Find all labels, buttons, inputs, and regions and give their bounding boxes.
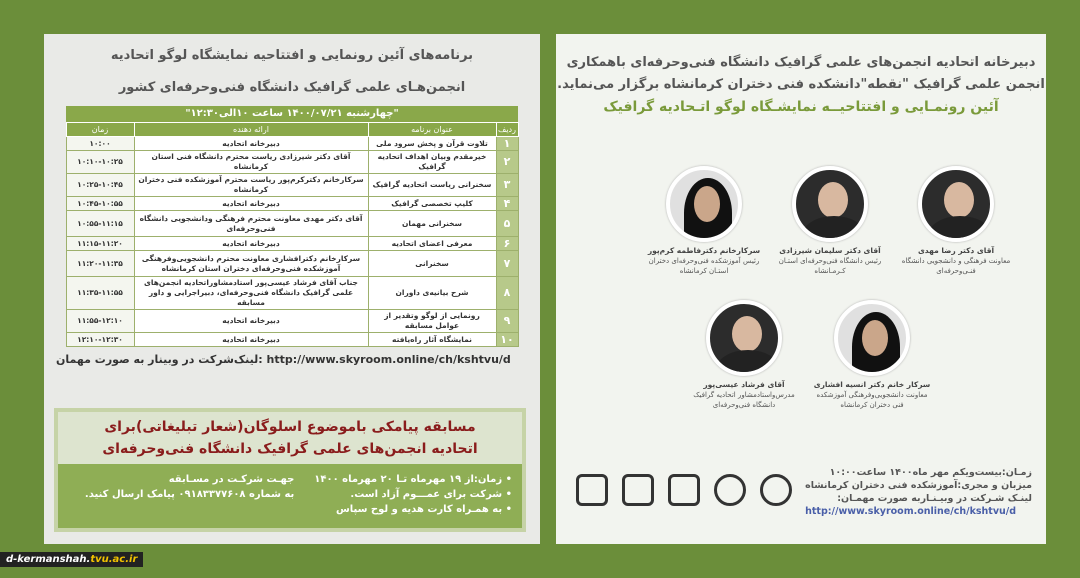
row-presenter: دبیرخانه اتحادیه bbox=[134, 237, 368, 251]
avatar bbox=[706, 300, 782, 376]
speaker-card bbox=[684, 300, 804, 410]
row-number: ۸ bbox=[496, 277, 518, 310]
speaker-role: مدرس‌واستادمشاور اتحادیه گرافیک دانشگاه فنی‌وحرفه‌ای bbox=[693, 391, 795, 409]
row-time: ۱۱:۱۵-۱۱:۲۰ bbox=[66, 237, 134, 251]
header-presenter: ارائه دهنده bbox=[134, 123, 368, 137]
footer-host: میزبان و مجری:آموزشکده فنی دختران کرمانشاه bbox=[805, 480, 1032, 491]
row-title: تلاوت قرآن و پخش سرود ملی bbox=[368, 137, 496, 151]
table-row bbox=[66, 310, 518, 333]
speaker-name: سرکار خانم دکتر انسیه افشاری bbox=[813, 380, 931, 389]
table-row bbox=[66, 237, 518, 251]
contest-title bbox=[58, 412, 522, 464]
row-time: ۱۰:۵۵-۱۱:۱۵ bbox=[66, 211, 134, 237]
footer-url[interactable]: http://www.skyroom.online/ch/kshtvu/d bbox=[805, 506, 1017, 517]
logos bbox=[576, 474, 792, 506]
row-presenter: سرکارخانم دکترکرم‌پور ریاست محترم آموزشکده فنی دختران کرمانشاه bbox=[134, 174, 368, 197]
row-time: ۱۲:۱۰-۱۲:۳۰ bbox=[66, 333, 134, 347]
row-title: سخنرانی ریاست اتحادیه گرافیک bbox=[368, 174, 496, 197]
row-title: خیرمقدم وبیان اهداف اتحادیه گرافیک bbox=[368, 151, 496, 174]
speaker-name: سرکارخانم دکترفاطمه کرم‌پور bbox=[647, 246, 761, 255]
program-table bbox=[66, 122, 519, 347]
table-row bbox=[66, 151, 518, 174]
table-row bbox=[66, 251, 518, 277]
header-row-num: ردیف bbox=[496, 123, 518, 137]
avatar bbox=[834, 300, 910, 376]
row-presenter: دبیرخانه اتحادیه bbox=[134, 197, 368, 211]
contest-prize: • به همـراه کارت هدیه و لوح سپاس bbox=[335, 504, 512, 515]
speaker-role: رئیس دانشگاه فنی‌وحرفه‌ای استـان کـرمـانشاه bbox=[778, 257, 882, 275]
table-row bbox=[66, 211, 518, 237]
ceremony-footer bbox=[805, 466, 1032, 518]
contest-open: • شرکت برای عمـــوم آزاد است. bbox=[350, 489, 512, 500]
site-caption bbox=[0, 552, 143, 567]
program-title-1: برنامه‌های آئین رونمایی و افتتاحیه نمایشگاه لوگو اتحادیه bbox=[110, 48, 474, 63]
guild-logo-icon bbox=[576, 474, 608, 506]
contest-date: • زمان:از ۱۹ مهرماه تـا ۲۰ مهرماه ۱۴۰۰ bbox=[314, 474, 512, 485]
row-presenter: آقای دکتر مهدی معاونت محترم فرهنگی ودانشجویی دانشگاه فنی‌وحرفه‌ای bbox=[134, 211, 368, 237]
row-time: ۱۰:۰۰ bbox=[66, 137, 134, 151]
caption-prefix: d-kermanshah. bbox=[6, 554, 91, 565]
speaker-role: رئیس آموزشکده فنی‌وحرفه‌ای دختران استـان کرمانشاه bbox=[648, 257, 760, 275]
row-presenter: دبیرخانه اتحادیه bbox=[134, 137, 368, 151]
table-row bbox=[66, 174, 518, 197]
caption-domain: tvu.ac.ir bbox=[90, 554, 138, 565]
table-row bbox=[66, 137, 518, 151]
row-number: ۳ bbox=[496, 174, 518, 197]
speaker-card bbox=[812, 300, 932, 410]
ceremony-line-3: آئین رونمـایی و افتتاحیــه نمایشـگاه لوگو اتـحادیه گرافیک bbox=[603, 99, 999, 115]
row-presenter: دبیرخانه اتحادیه bbox=[134, 310, 368, 333]
header-time: زمان bbox=[66, 123, 134, 137]
row-presenter: آقای دکتر شیرزادی ریاست محترم دانشگاه فنی استان کرمانشاه bbox=[134, 151, 368, 174]
row-number: ۴ bbox=[496, 197, 518, 211]
ceremony-line-1: دبیرخانه اتحادیه انجمن‌های علمی گرافیک دانشگاه فنی‌وحرفه‌ای باهمکاری bbox=[566, 55, 1036, 70]
row-number: ۱ bbox=[496, 137, 518, 151]
header-title: عنوان برنامه bbox=[368, 123, 496, 137]
emblem-logo-icon bbox=[714, 474, 746, 506]
row-time: ۱۰:۴۵-۱۰:۵۵ bbox=[66, 197, 134, 211]
row-number: ۶ bbox=[496, 237, 518, 251]
program-title-2: انجمن‌هـای علمی گرافیک دانشگاه فنی‌وحرفه‌ای کشور bbox=[118, 80, 466, 95]
row-title: شرح بیانیه‌ی داوران bbox=[368, 277, 496, 310]
speaker-card bbox=[770, 166, 890, 276]
speaker-role: معاونت فرهنگی و دانشجویی دانشگاه فنـی‌وحرفه‌ای bbox=[901, 257, 1011, 275]
contest-title-2: اتحادیه انجمن‌های علمی گرافیک دانشگاه فنی‌وحرفه‌ای bbox=[102, 441, 478, 457]
table-row bbox=[66, 197, 518, 211]
contest-sms: به شماره ۰۹۱۸۳۳۷۷۶۰۸ پیامک ارسال کنید. bbox=[84, 489, 295, 500]
row-title: نمایشگاه آثار راه‌یافته bbox=[368, 333, 496, 347]
row-time: ۱۰:۲۵-۱۰:۴۵ bbox=[66, 174, 134, 197]
speaker-name: آقای دکتر سلیمان شیرزادی bbox=[779, 246, 881, 255]
row-time: ۱۱:۳۵-۱۱:۵۵ bbox=[66, 277, 134, 310]
contest-join: جهـت شرکـت در مسـابقه bbox=[168, 474, 295, 485]
row-title: کلیپ تخصصی گرافیک bbox=[368, 197, 496, 211]
graphics-logo-icon bbox=[622, 474, 654, 506]
row-presenter: سرکارخانم دکترافشاری معاونت محترم دانشجویی‌وفرهنگی آموزشکده فنی‌وحرفه‌ای دختران استان کرمانشاه bbox=[134, 251, 368, 277]
webinar-link[interactable]: لینک‌شرکت در وبینار به صورت مهمان: http://www.skyroom.online/ch/kshtvu/d bbox=[56, 353, 511, 366]
row-time: ۱۱:۲۰-۱۱:۳۵ bbox=[66, 251, 134, 277]
row-time: ۱۱:۵۵-۱۲:۱۰ bbox=[66, 310, 134, 333]
tvu-logo-icon bbox=[668, 474, 700, 506]
row-presenter: جناب آقای فرشاد عیسی‌پور استادمشاوراتحادیه انجمن‌های علمی گرافیک دانشگاه فنی‌وحرفه‌ای، دبیراجرایی و داور مسابقه bbox=[134, 277, 368, 310]
row-number: ۵ bbox=[496, 211, 518, 237]
speaker-card bbox=[644, 166, 764, 276]
table-row bbox=[66, 277, 518, 310]
ceremony-line-2: انجمن علمی گرافیک "نقطه"دانشکده فنی دختران کرمانشاه برگزار می‌نماید. bbox=[557, 77, 1045, 92]
footer-link-label: لینـک شـرکت در وبیـنـاربه صورت مهمـان: bbox=[837, 493, 1032, 504]
speaker-name: آقای فرشاد عیسی‌پور bbox=[703, 380, 785, 389]
row-number: ۲ bbox=[496, 151, 518, 174]
contest-box bbox=[54, 408, 526, 532]
row-number: ۹ bbox=[496, 310, 518, 333]
date-bar: "چهارشنبه ۱۴۰۰/۰۷/۲۱ ساعت ۱۰الی۱۲:۳۰" bbox=[66, 106, 518, 122]
speaker-role: معاونت دانشجویی‌وفرهنگی آموزشکده فنی دختران کرمانشاه bbox=[816, 391, 928, 409]
avatar bbox=[792, 166, 868, 242]
row-number: ۷ bbox=[496, 251, 518, 277]
program-panel bbox=[44, 34, 540, 544]
table-row bbox=[66, 333, 518, 347]
avatar bbox=[666, 166, 742, 242]
contest-title-1: مسابقه پیامکی باموضوع اسلوگان(شعار تبلیغاتی)برای bbox=[104, 419, 476, 435]
ceremony-header bbox=[556, 52, 1046, 118]
row-time: ۱۰:۱۰-۱۰:۲۵ bbox=[66, 151, 134, 174]
footer-time: زمـان:بیست‌ویکم مهر ماه۱۴۰۰ ساعت۱۰:۰۰ bbox=[829, 467, 1032, 478]
row-title: رونمایی از لوگو وتقدیر از عوامل مسابقه bbox=[368, 310, 496, 333]
speaker-card bbox=[896, 166, 1016, 276]
row-number: ۱۰ bbox=[496, 333, 518, 347]
contest-details bbox=[58, 464, 522, 517]
row-presenter: دبیرخانه اتحادیه bbox=[134, 333, 368, 347]
row-title: معرفی اعضای اتحادیه bbox=[368, 237, 496, 251]
row-title: سخنرانی مهمان bbox=[368, 211, 496, 237]
ministry-logo-icon bbox=[760, 474, 792, 506]
row-title: سخنرانی bbox=[368, 251, 496, 277]
ceremony-panel bbox=[556, 34, 1046, 544]
speaker-name: آقای دکتر رضا مهدی bbox=[917, 246, 995, 255]
avatar bbox=[918, 166, 994, 242]
